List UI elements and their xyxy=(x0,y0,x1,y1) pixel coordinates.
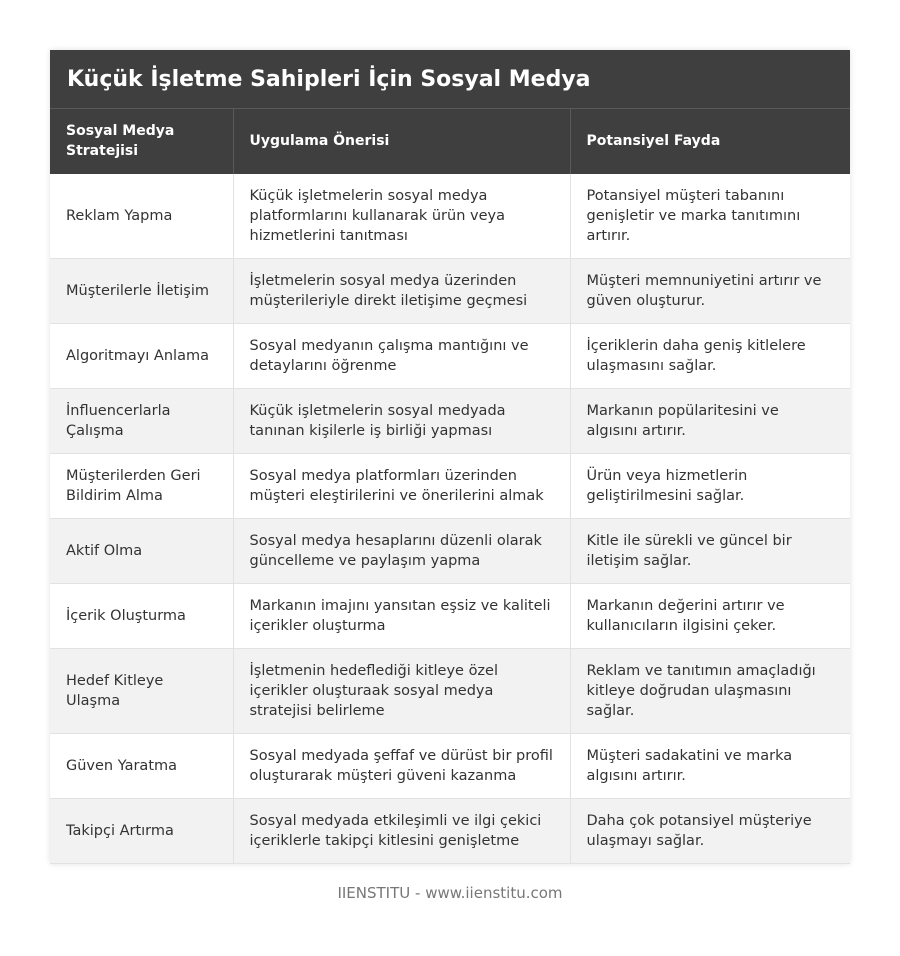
cell-strategy: Müşterilerden Geri Bildirim Alma xyxy=(50,454,233,519)
table-row xyxy=(50,584,850,649)
cell-strategy: Hedef Kitleye Ulaşma xyxy=(50,649,233,734)
cell-suggestion: Sosyal medya hesaplarını düzenli olarak güncelleme ve paylaşım yapma xyxy=(233,519,570,584)
cell-suggestion: Sosyal medyada etkileşimli ve ilgi çekici içeriklerle takipçi kitlesini genişletme xyxy=(233,799,570,864)
cell-benefit: Ürün veya hizmetlerin geliştirilmesini sağlar. xyxy=(570,454,850,519)
cell-benefit: Kitle ile sürekli ve güncel bir iletişim sağlar. xyxy=(570,519,850,584)
table-row xyxy=(50,799,850,864)
cell-strategy: Aktif Olma xyxy=(50,519,233,584)
footer-credit: IIENSTITU - www.iienstitu.com xyxy=(337,884,563,902)
cell-strategy: Müşterilerle İletişim xyxy=(50,259,233,324)
cell-suggestion: Sosyal medya platformları üzerinden müşteri eleştirilerini ve önerilerini almak xyxy=(233,454,570,519)
cell-benefit: Markanın popülaritesini ve algısını artırır. xyxy=(570,389,850,454)
cell-suggestion: Sosyal medyanın çalışma mantığını ve detaylarını öğrenme xyxy=(233,324,570,389)
header-benefit: Potansiyel Fayda xyxy=(570,109,850,174)
table-title: Küçük İşletme Sahipleri İçin Sosyal Medya xyxy=(50,50,850,108)
table-row xyxy=(50,324,850,389)
cell-suggestion: İşletmenin hedeflediği kitleye özel içerikler oluşturaak sosyal medya stratejisi belirleme xyxy=(233,649,570,734)
header-row xyxy=(50,109,850,174)
cell-benefit: Potansiyel müşteri tabanını genişletir ve marka tanıtımını artırır. xyxy=(570,174,850,259)
cell-benefit: Daha çok potansiyel müşteriye ulaşmayı sağlar. xyxy=(570,799,850,864)
cell-strategy: Reklam Yapma xyxy=(50,174,233,259)
table-row xyxy=(50,259,850,324)
cell-strategy: Algoritmayı Anlama xyxy=(50,324,233,389)
cell-suggestion: Küçük işletmelerin sosyal medya platformlarını kullanarak ürün veya hizmetlerini tanıtması xyxy=(233,174,570,259)
table-row xyxy=(50,649,850,734)
cell-suggestion: Küçük işletmelerin sosyal medyada tanınan kişilerle iş birliği yapması xyxy=(233,389,570,454)
cell-strategy: İnfluencerlarla Çalışma xyxy=(50,389,233,454)
cell-benefit: İçeriklerin daha geniş kitlelere ulaşmasını sağlar. xyxy=(570,324,850,389)
cell-strategy: Takipçi Artırma xyxy=(50,799,233,864)
cell-benefit: Müşteri sadakatini ve marka algısını artırır. xyxy=(570,734,850,799)
cell-strategy: İçerik Oluşturma xyxy=(50,584,233,649)
cell-suggestion: Sosyal medyada şeffaf ve dürüst bir profil oluşturarak müşteri güveni kazanma xyxy=(233,734,570,799)
table-row xyxy=(50,389,850,454)
header-strategy: Sosyal Medya Stratejisi xyxy=(50,109,233,174)
strategy-table xyxy=(50,108,850,864)
cell-suggestion: Markanın imajını yansıtan eşsiz ve kaliteli içerikler oluşturma xyxy=(233,584,570,649)
cell-strategy: Güven Yaratma xyxy=(50,734,233,799)
table-row xyxy=(50,734,850,799)
table-card xyxy=(50,50,850,864)
table-row xyxy=(50,519,850,584)
cell-benefit: Müşteri memnuniyetini artırır ve güven oluşturur. xyxy=(570,259,850,324)
cell-benefit: Reklam ve tanıtımın amaçladığı kitleye doğrudan ulaşmasını sağlar. xyxy=(570,649,850,734)
table-row xyxy=(50,454,850,519)
table-row xyxy=(50,174,850,259)
cell-benefit: Markanın değerini artırır ve kullanıcıların ilgisini çeker. xyxy=(570,584,850,649)
cell-suggestion: İşletmelerin sosyal medya üzerinden müşterileriyle direkt iletişime geçmesi xyxy=(233,259,570,324)
header-suggestion: Uygulama Önerisi xyxy=(233,109,570,174)
